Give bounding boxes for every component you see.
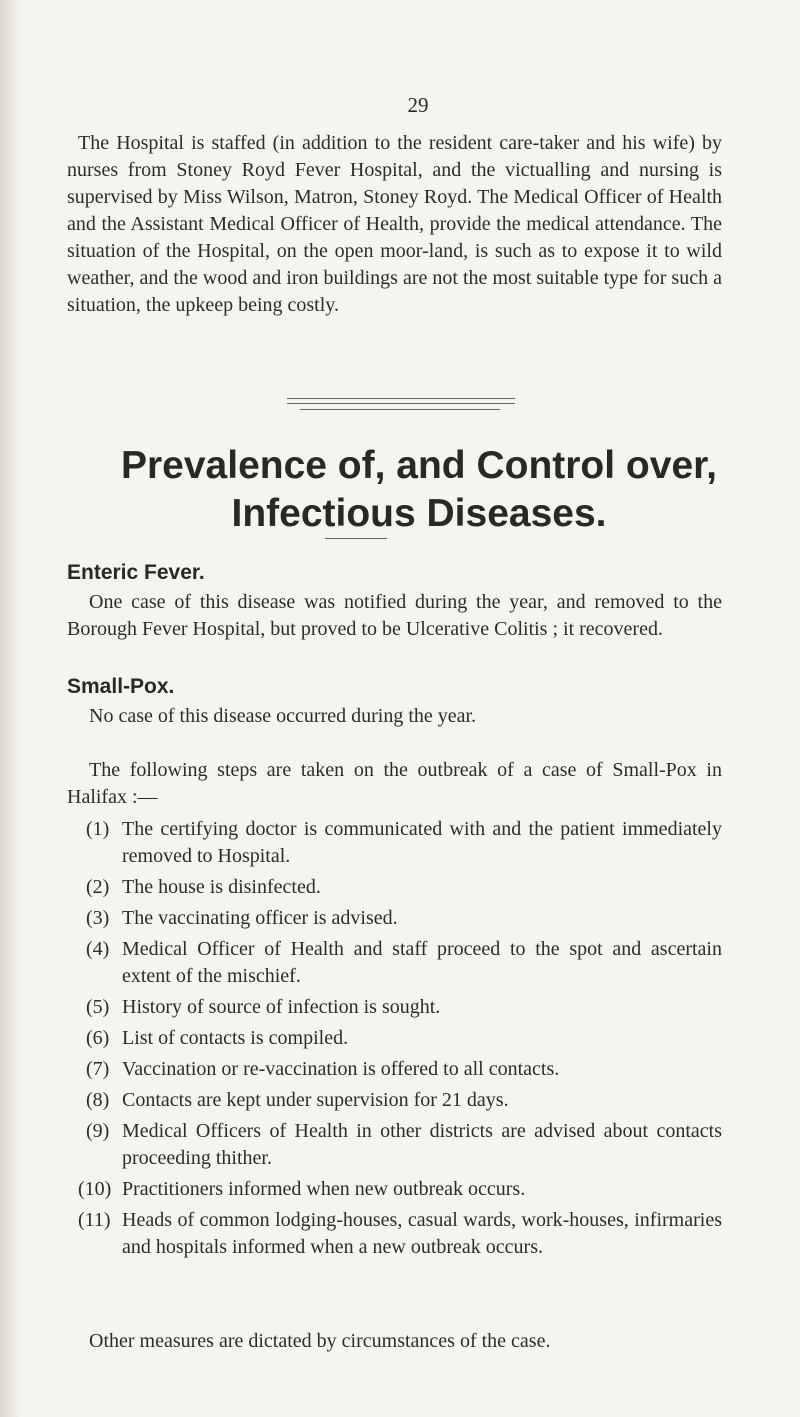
step-text: Medical Officers of Health in other districts are advised about contacts proceeding thither. xyxy=(122,1120,722,1169)
step-text: Practitioners informed when new outbreak occurs. xyxy=(122,1178,526,1200)
small-pox-heading: Small-Pox. xyxy=(67,675,175,698)
list-item xyxy=(67,936,722,990)
main-heading xyxy=(38,442,800,538)
list-item xyxy=(67,1025,722,1052)
divider-rule-top xyxy=(287,398,515,399)
closing-paragraph: Other measures are dictated by circumstances of the case. xyxy=(89,1330,551,1352)
step-number: (3) xyxy=(86,907,110,929)
list-item xyxy=(67,1207,722,1261)
step-number: (5) xyxy=(86,996,110,1018)
page-number: 29 xyxy=(407,93,429,117)
list-item xyxy=(67,994,722,1021)
list-item xyxy=(67,1087,722,1114)
section-divider xyxy=(325,538,387,539)
step-number: (1) xyxy=(86,818,110,840)
main-heading-line2: Infectious Diseases. xyxy=(231,492,607,535)
intro-paragraph: The Hospital is staffed (in addition to the resident care-taker and his wife) by nurses from Stoney Royd Fever Hospital, and the victualling and nursing is supervised by Miss Wilson, Matron, Stoney Royd. The Medical Officer of Health and the Assistant Medical Officer of Health, provide the medical attendance. The situation of the Hospital, on the open moor-land, is such as to expose it to wild weather, and the wood and iron buildings are not the most suitable type for such a situation, the upkeep being costly. xyxy=(67,132,722,316)
step-number: (9) xyxy=(86,1120,110,1142)
step-number: (10) xyxy=(78,1178,112,1200)
step-number: (7) xyxy=(86,1058,110,1080)
step-text: History of source of infection is sought. xyxy=(122,996,441,1018)
step-text: Medical Officer of Health and staff proceed to the spot and ascertain extent of the mischief. xyxy=(122,938,722,987)
step-text: The certifying doctor is communicated with and the patient immediately removed to Hospital. xyxy=(122,818,722,867)
list-item xyxy=(67,1118,722,1172)
step-text: Heads of common lodging-houses, casual wards, work-houses, infirmaries and hospitals informed when a new outbreak occurs. xyxy=(122,1209,722,1258)
list-item xyxy=(67,874,722,901)
step-text: Vaccination or re-vaccination is offered to all contacts. xyxy=(122,1058,560,1080)
main-heading-line1: Prevalence of, and Control over, xyxy=(120,444,717,487)
step-text: List of contacts is compiled. xyxy=(122,1027,349,1049)
small-pox-no-case-text: No case of this disease occurred during the year. xyxy=(89,705,477,727)
step-text: The house is disinfected. xyxy=(122,876,321,898)
step-number: (11) xyxy=(78,1209,111,1231)
divider-rule-middle xyxy=(287,403,515,404)
step-number: (8) xyxy=(86,1089,110,1111)
list-item xyxy=(67,905,722,932)
list-item xyxy=(67,1176,722,1203)
page-edge-shadow xyxy=(0,0,22,1417)
step-number: (2) xyxy=(86,876,110,898)
list-item xyxy=(67,816,722,870)
step-number: (4) xyxy=(86,938,110,960)
divider-rule-bottom xyxy=(300,409,500,410)
step-text: Contacts are kept under supervision for 21 days. xyxy=(122,1089,509,1111)
step-text: The vaccinating officer is advised. xyxy=(122,907,398,929)
list-item xyxy=(67,1056,722,1083)
enteric-fever-text: One case of this disease was notified during the year, and removed to the Borough Fever Hospital, but proved to be Ulcerative Colitis ; it recovered. xyxy=(67,591,722,640)
small-pox-steps-list xyxy=(67,816,722,1265)
step-number: (6) xyxy=(86,1027,110,1049)
small-pox-steps-intro: The following steps are taken on the outbreak of a case of Small-Pox in Halifax :— xyxy=(67,759,722,808)
enteric-fever-heading: Enteric Fever. xyxy=(67,561,205,584)
